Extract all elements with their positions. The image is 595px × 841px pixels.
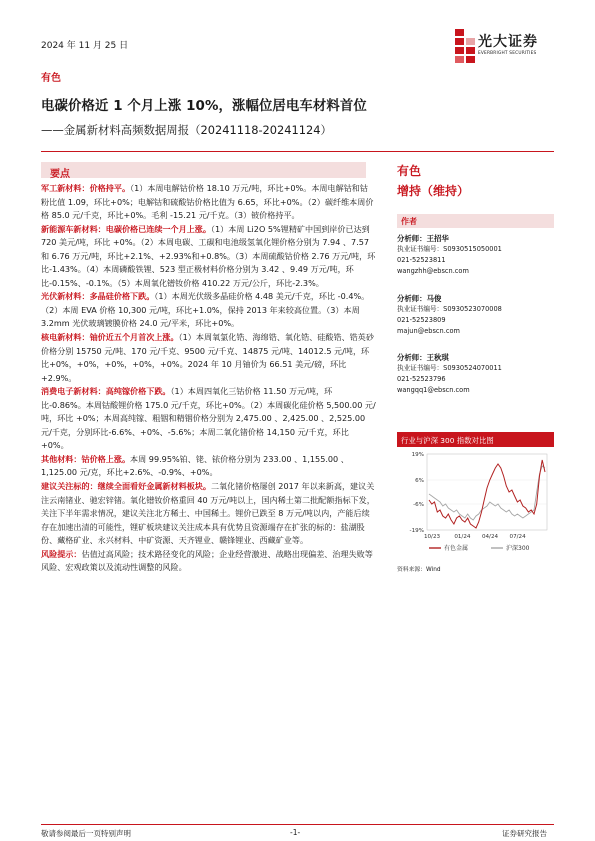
header-divider: [41, 151, 554, 152]
key-point-text: （1）本周四氧化三钴价格 11.50 万元/吨，环比-0.86%。本周钴酸锂价格 175.0 元/千克，环比+0%。（2）本周碳化硅价格 5,500.00 元/吨，环比 +0%；本周高纯镓、粗铟和精铟价格分别为 2,475.00 、2,425.00 、2,525.00 元/千克，分别环比-6.6%、+0%、-5.6%；本周二氧化锗价格 14,150 元/千克，环比+0%。: [41, 386, 376, 451]
analyst-card: [397, 233, 502, 277]
series-line-nonferrous: [429, 460, 545, 528]
analyst-email[interactable]: wangqq1@ebscn.com: [397, 386, 470, 394]
footer-divider: [41, 824, 554, 825]
y-tick-label: -19%: [409, 528, 424, 534]
sidebar-sector: 有色: [397, 164, 422, 178]
x-tick-label: 07/24: [509, 534, 526, 540]
key-point-text: 本周 99.95%铂、铑、铱价格分别为 233.00 、1,155.00 、1,125.00 元/克，环比+2.6%、-0.9%、+0%。: [41, 453, 349, 478]
analyst-name: 分析师：王秋琪: [397, 353, 449, 362]
key-points-title: 要点: [50, 169, 70, 180]
analyst-phone: 021-52523811: [397, 256, 446, 264]
analyst-card: [397, 352, 502, 396]
series-line-csi300: [429, 466, 545, 520]
key-point-paragraph: [41, 385, 376, 453]
chart-source: 资料来源：Wind: [397, 567, 441, 573]
report-title: 电碳价格近 1 个月上涨 10%，涨幅位居电车材料首位: [41, 99, 367, 114]
key-point-text: （1）本周氧氯化锆、海绵锆、氧化锆、硅酸锆、锆英砂价格分别 15750 元/吨、170 元/千克、9500 元/千克、14875 元/吨、14012.5 元/吨，环比+0%，+0%，+0%，+0%，+0%。2024 年 10 月铀价为 66.51 美元/磅，环比+2.9%。: [41, 332, 374, 383]
chart-title: 行业与沪深 300 指数对比图: [401, 436, 494, 445]
rating-label: 增持（维持）: [397, 184, 470, 198]
analyst-cert: 执业证书编号：S0930515050001: [397, 245, 502, 253]
key-point-label: 军工新材料：价格持平。: [41, 183, 131, 193]
key-point-label: 风险提示：: [41, 548, 82, 559]
key-point-text: （1）本周电解钴价格 18.10 万元/吨，环比+0%。本周电解钴和钴粉比值 1.09，环比+0%；电解钴和硫酸钴价格比值为 6.65，环比+0%。（2）碳纤维本周价格 85.0 元/千克，环比+0%。毛利 -15.21 元/千克。（3）铍价格持平。: [41, 183, 374, 221]
y-tick-label: 6%: [415, 478, 424, 484]
key-points-header-bar: [41, 162, 366, 178]
report-subtitle: ——金属新材料高频数据周报（20241118-20241124）: [41, 123, 332, 137]
key-point-paragraph: [41, 453, 376, 480]
footer-report-type: 证券研究报告: [502, 829, 547, 838]
x-tick-label: 10/23: [423, 534, 441, 540]
index-comparison-chart: [397, 448, 554, 563]
analyst-email[interactable]: wangzhh@ebscn.com: [397, 267, 469, 275]
key-point-label: 建议关注标的：继续全面看好金属新材料板块。: [41, 481, 211, 492]
key-point-paragraph: [41, 480, 376, 548]
logo-name: 光大证券: [478, 34, 538, 50]
key-point-text: 二氧化锗价格屡创 2017 年以来新高，建议关注云南锗业、驰宏锌锗。氧化镨钕价格重回 40 万元/吨以上，国内稀土第二批配额指标下发，关注下半年需求情况，建议关注北方稀土、中国稀土。锂价已跌至 8 万元/吨以内，产能后续存在加速出清的可能性，锂矿板块建议关注成本具有优势且资源端存在扩张的标的：盐湖股份、藏格矿业、永兴材料、中矿资源、天齐锂业、赣锋锂业、西藏矿业等。: [41, 481, 375, 546]
key-point-text: （1）本周 Li2O 5%锂精矿中国到岸价已达到 720 美元/吨，环比 +0%。（2）本周电碳、工碳和电池级氢氧化锂价格分别为 7.94 、7.57 和 6.76 万元/吨，环比+2.1%、+2.93%和+0.8%。（3）本周硫酸钴价格 2.76 万元/吨，环比-1.43%。（4）本周磷酸铁锂、523 型正极材料价格分别为 3.42 、9.49 万元/吨，环比-0.15%、-0.1%。（5）本周氧化镨钕价格 410.22 万元/公斤，环比-2.3%。: [41, 223, 376, 288]
page-number: -1-: [290, 828, 301, 837]
key-point-text: （1）本周光伏级多晶硅价格 4.48 美元/千克，环比 -0.4%。（2）本周 EVA 价格 10,300 元/吨，环比+1.0%，保持 2013 年来较高位置。（3）本周 3.2mm 光伏玻璃镀膜价格 24.0 元/平米，环比+0%。: [41, 291, 370, 329]
key-point-paragraph: [41, 290, 376, 331]
analyst-cert: 执业证书编号：S0930524070011: [397, 364, 502, 372]
key-point-paragraph: [41, 223, 376, 291]
analyst-name: 分析师：马俊: [397, 294, 442, 303]
y-tick-label: 19%: [411, 452, 424, 458]
legend-label: 有色金属: [444, 545, 469, 552]
footer-disclaimer-link[interactable]: 敬请参阅最后一页特别声明: [41, 829, 131, 838]
logo-english-name: EVERBRIGHT SECURITIES: [478, 51, 537, 56]
key-point-label: 消费电子新材料：高纯镓价格下跌。: [41, 386, 171, 397]
key-point-text: 估值过高风险；技术路径变化的风险；企业经营激进、战略出现偏差、治理失败等风险、宏观政策以及流动性调整的风险。: [41, 548, 373, 573]
chart-plot-frame: [427, 454, 547, 530]
analyst-cert: 执业证书编号：S0930523070008: [397, 305, 502, 313]
y-tick-label: -6%: [413, 502, 424, 508]
key-point-label: 新能源车新材料：电碳价格已连续一个月上涨。: [41, 223, 211, 234]
report-date: 2024 年 11 月 25 日: [41, 41, 129, 51]
key-point-label: 其他材料：钴价格上涨。: [41, 453, 131, 464]
x-tick-label: 04/24: [481, 534, 499, 540]
analyst-phone: 021-52523809: [397, 316, 446, 324]
legend-label: 沪深300: [506, 545, 530, 552]
key-point-label: 核电新材料：铀价近五个月首次上涨。: [41, 332, 179, 343]
key-points-body: [41, 182, 376, 575]
key-point-label: 光伏新材料：多晶硅价格下跌。: [41, 291, 155, 302]
analyst-card: [397, 293, 502, 337]
x-tick-label: 01/24: [454, 534, 471, 540]
analyst-email[interactable]: majun@ebscn.com: [397, 327, 460, 335]
authors-label: 作者: [401, 217, 417, 226]
key-point-paragraph: [41, 182, 376, 223]
analyst-name: 分析师：王招华: [397, 234, 449, 243]
analyst-phone: 021-52523796: [397, 375, 446, 383]
key-point-paragraph: [41, 331, 376, 385]
authors-header-bar: [397, 214, 554, 228]
sector-label: 有色: [41, 73, 61, 84]
key-point-paragraph: [41, 548, 376, 575]
